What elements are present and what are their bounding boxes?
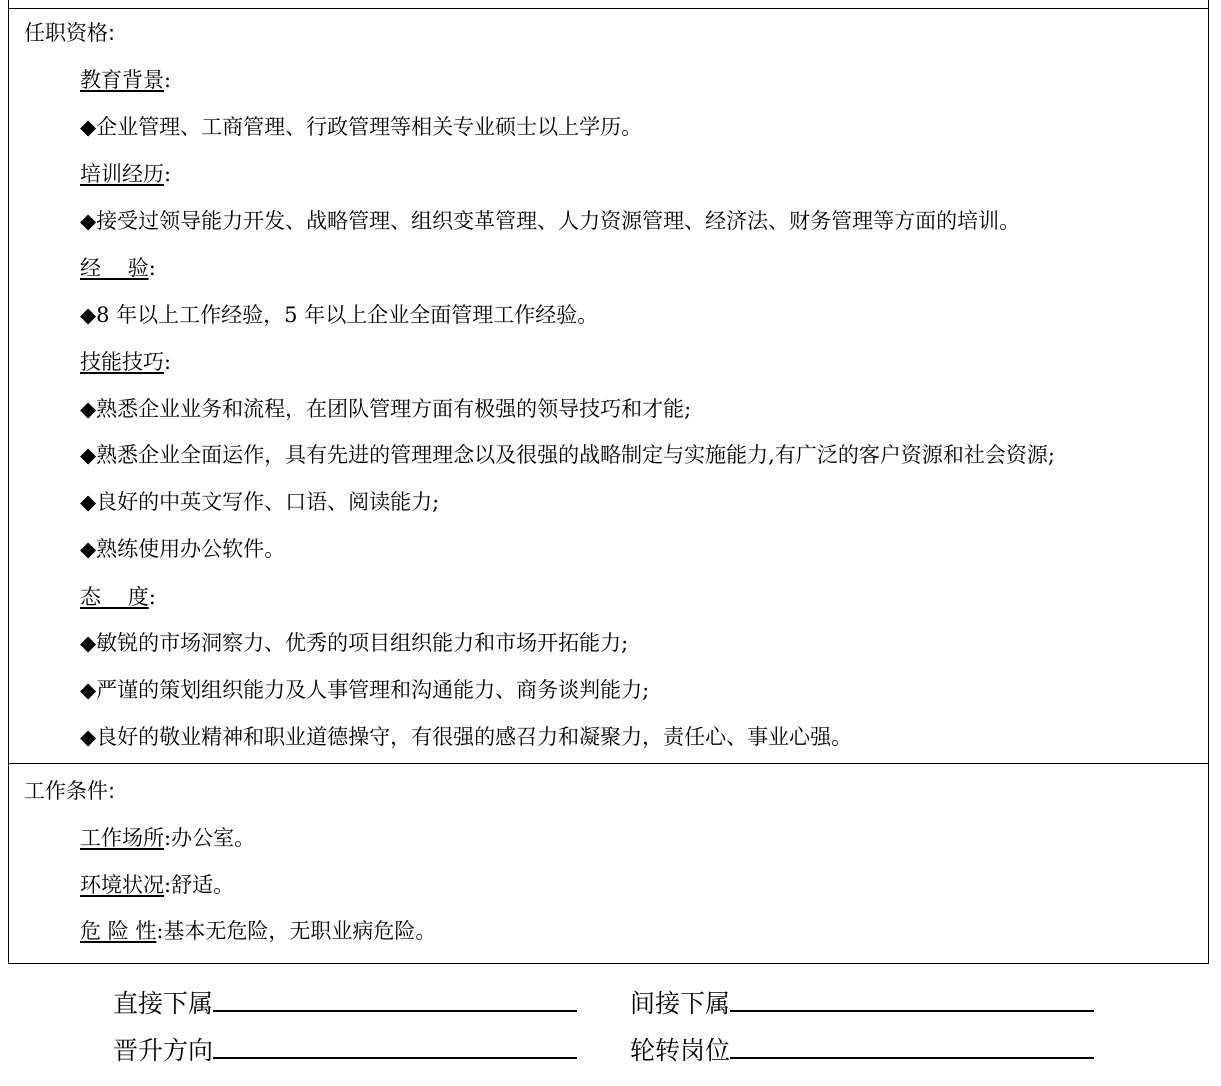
workplace-label: 工作场所 [80,826,164,850]
environment-row [80,872,234,898]
risk-row [80,918,436,944]
attitude-heading [80,584,156,610]
indirect-reports-field [630,986,1094,1019]
skills-label: 技能技巧 [80,350,164,374]
skills-item: ◆熟悉企业业务和流程，在团队管理方面有极强的领导技巧和才能; [80,397,692,421]
rotation-blank[interactable] [730,1033,1094,1059]
direct-reports-label: 直接下属 [113,989,214,1018]
education-item: ◆企业管理、工商管理、行政管理等相关专业硕士以上学历。 [80,115,643,139]
rotation-label: 轮转岗位 [630,1036,731,1065]
skills-item: ◆熟悉企业全面运作，具有先进的管理理念以及很强的战略制定与实施能力,有广泛的客户资源和社会资源; [80,443,1055,467]
attitude-item: ◆良好的敬业精神和职业道德操守，有很强的感召力和凝聚力，责任心、事业心强。 [80,725,853,749]
experience-item: ◆8 年以上工作经验，5 年以上企业全面管理工作经验。 [80,303,599,327]
job-description-table [8,0,1209,964]
risk-label: 危 险 性 [80,919,157,943]
experience-colon: : [148,256,156,280]
promotion-blank[interactable] [213,1033,577,1059]
qualifications-title: 任职资格: [24,21,116,45]
attitude-item: ◆敏锐的市场洞察力、优秀的项目组织能力和市场开拓能力; [80,631,629,655]
promotion-label: 晋升方向 [113,1036,214,1065]
table-top-border [9,8,1208,9]
attitude-label: 态 度 [80,585,149,609]
skills-item: ◆良好的中英文写作、口语、阅读能力; [80,490,440,514]
environment-value: :舒适。 [164,873,235,897]
attitude-colon: : [148,585,156,609]
skills-heading [80,349,171,375]
training-heading [80,161,171,187]
direct-reports-field [113,986,577,1019]
workplace-row [80,825,255,851]
promotion-field [113,1033,577,1066]
training-item: ◆接受过领导能力开发、战略管理、组织变革管理、人力资源管理、经济法、财务管理等方面的培训。 [80,209,1021,233]
experience-heading [80,255,156,281]
education-colon: : [164,68,172,92]
direct-reports-blank[interactable] [213,986,577,1012]
environment-label: 环境状况 [80,873,164,897]
risk-value: :基本无危险，无职业病危险。 [156,919,437,943]
rotation-field [630,1033,1094,1066]
conditions-title: 工作条件: [24,779,116,803]
section-divider [9,763,1208,764]
attitude-item: ◆严谨的策划组织能力及人事管理和沟通能力、商务谈判能力; [80,678,650,702]
experience-label: 经 验 [80,256,149,280]
indirect-reports-blank[interactable] [730,986,1094,1012]
workplace-value: :办公室。 [164,826,256,850]
skills-item: ◆熟练使用办公软件。 [80,537,286,561]
education-heading [80,67,171,93]
training-label: 培训经历 [80,162,164,186]
indirect-reports-label: 间接下属 [630,989,731,1018]
skills-colon: : [164,350,172,374]
training-colon: : [164,162,172,186]
education-label: 教育背景 [80,68,164,92]
